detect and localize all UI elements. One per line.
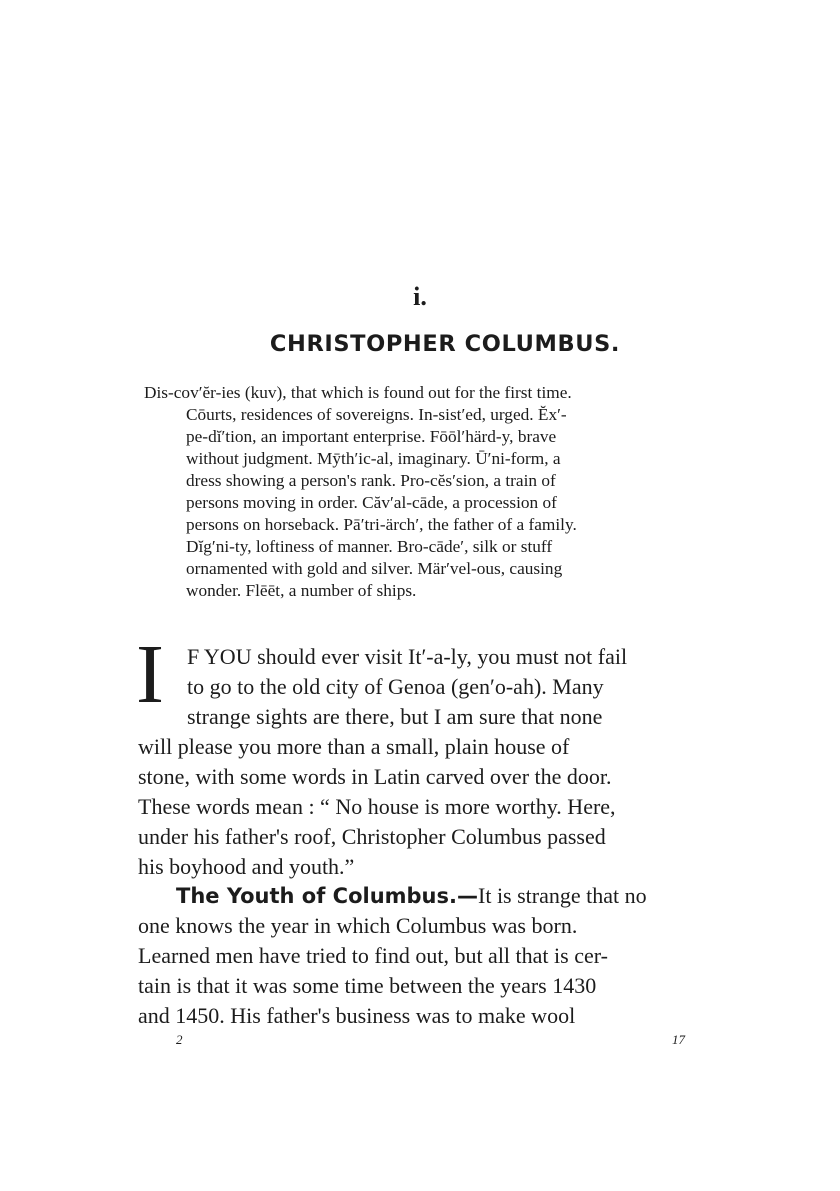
body-line: tain is that it was some time between the years 1430 [138, 973, 597, 998]
vocab-line: persons moving in order. Căv′al-cāde, a procession of [186, 493, 557, 512]
vocab-line: Cōurts, residences of sovereigns. In-sist′ed, urged. Ĕx′- [186, 405, 567, 424]
vocab-line: Dĭg′ni-ty, loftiness of manner. Bro-cāde′, silk or stuff [186, 537, 553, 556]
body-line: under his father's roof, Christopher Columbus passed [138, 824, 606, 849]
body-line: will please you more than a small, plain house of [138, 734, 570, 759]
chapter-title: CHRISTOPHER COLUMBUS. [269, 331, 621, 357]
body-line: stone, with some words in Latin carved over the door. [138, 764, 612, 789]
signature-mark: 2 [176, 1032, 183, 1047]
chapter-number: i. [413, 282, 427, 311]
page-number: 17 [672, 1032, 685, 1047]
vocab-line: ornamented with gold and silver. Mär′vel-ous, causing [186, 559, 563, 578]
vocab-line: Dis-cov′ĕr-ies (kuv), that which is found out for the first time. [144, 383, 572, 402]
body-line-text: It is strange that no [478, 883, 647, 908]
section-heading: The Youth of Columbus.— [176, 884, 478, 908]
vocab-line: pe-dĭ′tion, an important enterprise. Fōōl′härd-y, brave [186, 427, 557, 446]
body-line [176, 881, 744, 911]
body-line: F YOU should ever visit It′-a-ly, you must not fail [187, 644, 628, 669]
vocab-line: without judgment. Mȳth′ic-al, imaginary. Ū′ni-form, a [186, 449, 561, 468]
vocab-line: persons on horseback. Pā′tri-ärch′, the father of a family. [186, 515, 577, 534]
body-line: strange sights are there, but I am sure that none [187, 704, 603, 729]
body-line: to go to the old city of Genoa (gen′o-ah). Many [187, 674, 604, 699]
body-line: These words mean : “ No house is more worthy. Here, [138, 794, 616, 819]
body-line: Learned men have tried to find out, but all that is cer- [138, 943, 608, 968]
drop-cap: I [136, 628, 164, 721]
vocab-line: wonder. Flēēt, a number of ships. [186, 581, 417, 600]
body-line: one knows the year in which Columbus was born. [138, 913, 578, 938]
body-line: and 1450. His father's business was to make wool [138, 1003, 576, 1028]
body-line: his boyhood and youth.” [138, 854, 355, 879]
vocab-line: dress showing a person's rank. Pro-cĕs′sion, a train of [186, 471, 556, 490]
